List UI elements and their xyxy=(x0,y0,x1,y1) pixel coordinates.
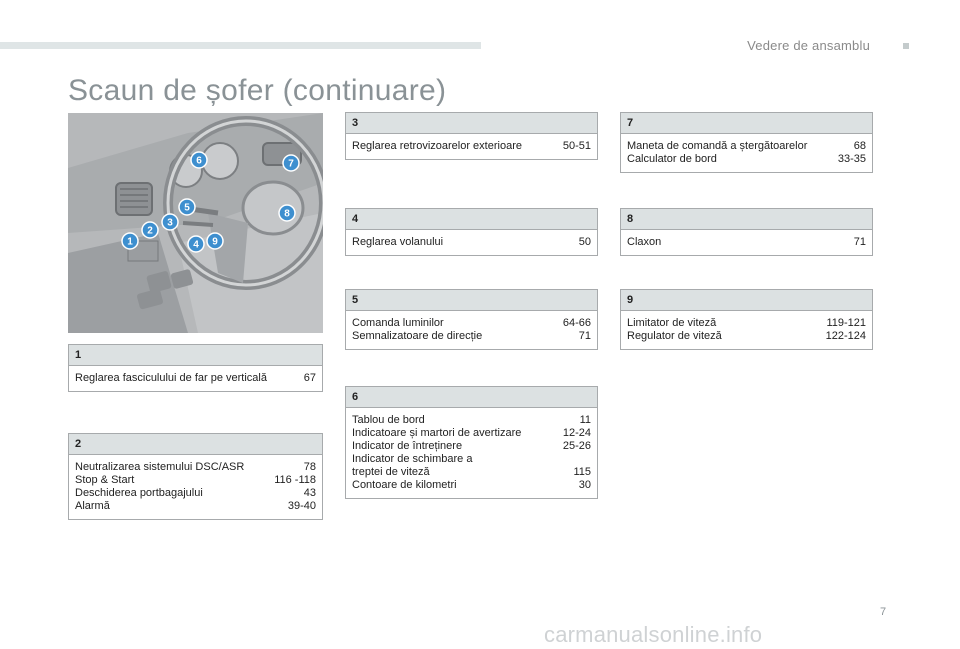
row-label: Maneta de comandă a ștergătoarelor xyxy=(627,140,808,152)
box-number: 7 xyxy=(621,113,872,134)
row-label: Comanda luminilor xyxy=(352,317,444,329)
box-row xyxy=(352,414,591,427)
box-row xyxy=(352,236,591,249)
info-box-9 xyxy=(620,289,873,350)
row-page: 71 xyxy=(578,330,591,342)
row-label xyxy=(352,453,472,479)
row-page: 11 xyxy=(579,414,591,426)
box-number: 5 xyxy=(346,290,597,311)
info-box-5 xyxy=(345,289,598,350)
box-row xyxy=(352,140,591,153)
svg-text:1: 1 xyxy=(127,236,133,248)
row-label: Stop & Start xyxy=(75,474,135,486)
info-box-4 xyxy=(345,208,598,256)
box-number: 3 xyxy=(346,113,597,134)
svg-text:4: 4 xyxy=(193,239,199,251)
svg-text:8: 8 xyxy=(284,208,290,220)
row-label: Neutralizarea sistemului DSC/ASR xyxy=(75,461,245,473)
row-label: Limitator de viteză xyxy=(627,317,717,329)
row-page: 115 xyxy=(573,466,591,478)
box-row xyxy=(75,474,316,487)
svg-text:7: 7 xyxy=(288,158,294,170)
box-number: 1 xyxy=(69,345,322,366)
row-label: Regulator de viteză xyxy=(627,330,722,342)
box-row xyxy=(627,236,866,249)
box-row xyxy=(627,330,866,343)
row-page: 67 xyxy=(303,372,316,384)
box-row xyxy=(75,372,316,385)
watermark: carmanualsonline.info xyxy=(544,622,763,647)
box-row xyxy=(75,461,316,474)
row-label: Reglarea volanului xyxy=(352,236,444,248)
row-label-line1: Indicator de schimbare a xyxy=(352,453,473,465)
box-row xyxy=(352,330,591,343)
row-label: Alarmă xyxy=(75,500,110,512)
row-label: Tablou de bord xyxy=(352,414,425,426)
box-number: 8 xyxy=(621,209,872,230)
row-page: 50-51 xyxy=(562,140,591,152)
box-row xyxy=(352,440,591,453)
section-title: Vedere de ansamblu xyxy=(747,38,870,53)
box-row xyxy=(627,140,866,153)
row-label: Deschiderea portbagajului xyxy=(75,487,203,499)
info-box-1 xyxy=(68,344,323,392)
header-bar xyxy=(0,42,481,49)
row-label: Indicator de întreținere xyxy=(352,440,463,452)
svg-text:5: 5 xyxy=(184,202,190,214)
box-number: 6 xyxy=(346,387,597,408)
box-row xyxy=(352,453,591,479)
row-page: 30 xyxy=(578,479,591,491)
svg-text:6: 6 xyxy=(196,155,202,167)
row-page: 71 xyxy=(853,236,866,248)
page-title: Scaun de șofer (continuare) xyxy=(68,74,447,107)
box-row xyxy=(352,479,591,492)
info-box-3 xyxy=(345,112,598,160)
box-row xyxy=(352,317,591,330)
box-number: 4 xyxy=(346,209,597,230)
row-label: Semnalizatoare de direcție xyxy=(352,330,483,342)
box-row xyxy=(627,153,866,166)
box-row xyxy=(627,317,866,330)
row-page: 43 xyxy=(303,487,316,499)
row-page: 25-26 xyxy=(562,440,591,452)
svg-text:9: 9 xyxy=(212,236,218,248)
row-page: 39-40 xyxy=(287,500,316,512)
info-box-8 xyxy=(620,208,873,256)
box-row xyxy=(75,487,316,500)
dashboard-illustration xyxy=(68,113,323,333)
row-page: 122-124 xyxy=(825,330,866,342)
info-box-2 xyxy=(68,433,323,520)
row-page: 68 xyxy=(853,140,866,152)
row-page: 12-24 xyxy=(562,427,591,439)
row-label: Calculator de bord xyxy=(627,153,717,165)
info-box-6 xyxy=(345,386,598,499)
svg-text:2: 2 xyxy=(147,225,153,237)
row-page: 119-121 xyxy=(826,317,866,329)
row-label: Reglarea fasciculului de far pe verticală xyxy=(75,372,267,384)
row-page: 116 -118 xyxy=(274,474,316,486)
row-label-line2: treptei de viteză xyxy=(352,466,430,478)
box-row xyxy=(75,500,316,513)
row-page: 50 xyxy=(578,236,591,248)
row-label: Indicatoare și martori de avertizare xyxy=(352,427,522,439)
box-number: 2 xyxy=(69,434,322,455)
row-page: 64-66 xyxy=(562,317,591,329)
row-page: 33-35 xyxy=(837,153,866,165)
svg-text:3: 3 xyxy=(167,217,173,229)
row-label: Claxon xyxy=(627,236,662,248)
page-number: 7 xyxy=(880,606,887,618)
box-row xyxy=(352,427,591,440)
info-box-7 xyxy=(620,112,873,173)
row-page: 78 xyxy=(303,461,316,473)
header-marker xyxy=(903,43,909,49)
box-number: 9 xyxy=(621,290,872,311)
row-label: Reglarea retrovizoarelor exterioare xyxy=(352,140,522,152)
row-label: Contoare de kilometri xyxy=(352,479,457,491)
